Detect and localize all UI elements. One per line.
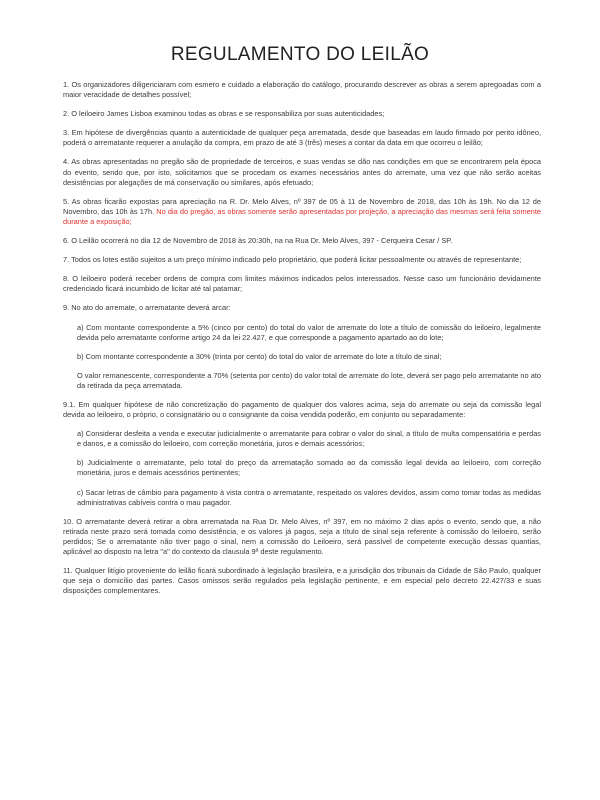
clause-9-c: O valor remanescente, correspondente a 70% (setenta por cento) do valor total de arremate do lote, deverá ser pago pelo arrematante no ato da retirada da peça arrematada. — [77, 370, 541, 390]
clause-6: 6. O Leilão ocorrerá no dia 12 de Novembro de 2018 às 20:30h, na na Rua Dr. Melo Alves, 397 - Cerqueira Cesar / SP. — [63, 236, 453, 246]
clause-3: 3. Em hipótese de divergências quanto a autenticidade de qualquer peça arrematada, desde que baseadas em laudo firmado por perito idôneo, poderá o arrematante requerer a anulação da compra, em prazo de até 3 (três) meses a contar da data em que ocorreu o leilão; — [63, 128, 541, 148]
clause-9-1-a: a) Considerar desfeita a venda e executar judicialmente o arrematante para cobrar o valor do sinal, a título de multa compensatória e perdas e danos, e a comissão do leiloeiro, com correção monetária, juros e demais acessórios; — [77, 429, 541, 449]
clause-10: 10. O arrematante deverá retirar a obra arrematada na Rua Dr. Melo Alves, nº 397, em no máximo 2 dias após o evento, sendo que, a não retirada neste prazo será tomada como desistência, e os valores já pagos, seja a título de sinal seja referente à comissão do leiloeiro, serão perdidos; Se o arrematante não tiver pago o sinal, nem a comissão do Leiloeiro, será passível de competente execução dessas quantias, aplicável ao disposto na letra "a" do contexto da clausula 9ª deste regulamento. — [63, 516, 541, 556]
clause-9-b: b) Com montante correspondente a 30% (trinta por cento) do total do valor de arremate do lote a título de sinal; — [77, 351, 442, 361]
clause-5 — [63, 197, 541, 227]
regulation-body — [63, 80, 541, 596]
clause-9-1-b: b) Judicialmente o arrematante, pelo total do preço da arrematação somado ao da comissão legal devida ao leiloeiro, com correção monetária, juros e demais acessórios pertinentes; — [77, 458, 541, 478]
clause-5-highlight: No dia do pregão, as obras somente serão apresentadas por projeção, a apreciação das mesmas será feita somente durante a exposição; — [63, 206, 541, 226]
clause-2: 2. O leiloeiro James Lisboa examinou todas as obras e se responsabiliza por suas autenticidades; — [63, 109, 385, 119]
clause-9-a: a) Com montante correspondente a 5% (cinco por cento) do total do valor de arremate do lote a título de comissão do leiloeiro, legalmente devida pelo arrematante conforme artigo 24 da lei 22.427, e que corresponde a pagamento apartado ao do lote; — [77, 322, 541, 342]
page-title: REGULAMENTO DO LEILÃO — [170, 44, 430, 65]
clause-9-1: 9.1. Em qualquer hipótese de não concretização do pagamento de qualquer dos valores acima, seja do arremate ou seja da comissão legal devida ao leiloeiro, o próprio, o consignatário ou o consignante da coisa vendida poderão, em conjunto ou separadamente: — [63, 399, 541, 420]
clause-7: 7. Todos os lotes estão sujeitos a um preço mínimo indicado pelo proprietário, que poderá licitar pessoalmente ou através de representante; — [63, 255, 522, 265]
clause-11: 11. Qualquer litígio proveniente do leilão ficará subordinado à legislação brasileira, e a jurisdição dos tribunais da Cidade de São Paulo, qualquer que seja o domicílio das partes. Casos omissos serão regulados pela legislação pertinente, e em especial pelo decreto 22.427/33 e suas disposições complementares. — [63, 566, 541, 596]
clause-9: 9. No ato do arremate, o arrematante deverá arcar: — [63, 303, 231, 313]
clause-4: 4. As obras apresentadas no pregão são de propriedade de terceiros, e suas vendas se dão nas condições em que se encontrarem pela época do evento, sendo que, por isto, solicitamos que se procedam os exames necessários antes do arremate, uma vez que não serão aceitas desistências por alegações de má conservação ou similares, após efetuado; — [63, 157, 541, 187]
clause-8: 8. O leiloeiro poderá receber ordens de compra com limites máximos indicados pelos interessados. Nesse caso um funcionário devidamente credenciado ficará incumbido de licitar até tal patamar; — [63, 274, 541, 294]
clause-5-text: 5. As obras ficarão expostas para apreciação na R. Dr. Melo Alves, nº 397 de 05 à 11 de Novembro de 2018, das 10h às 19h. No dia 12 de Novembro, das 10h às 17h. — [63, 196, 541, 216]
clause-1: 1. Os organizadores diligenciaram com esmero e cuidado a elaboração do catálogo, procurando descrever as obras a serem apregoadas com a maior veracidade de detalhes possível; — [63, 80, 541, 100]
clause-9-1-c: c) Sacar letras de câmbio para pagamento à vista contra o arrematante, respeitado os valores devidos, assim como tomar todas as medidas administrativas cabíveis contra o mau pagador. — [77, 487, 541, 507]
